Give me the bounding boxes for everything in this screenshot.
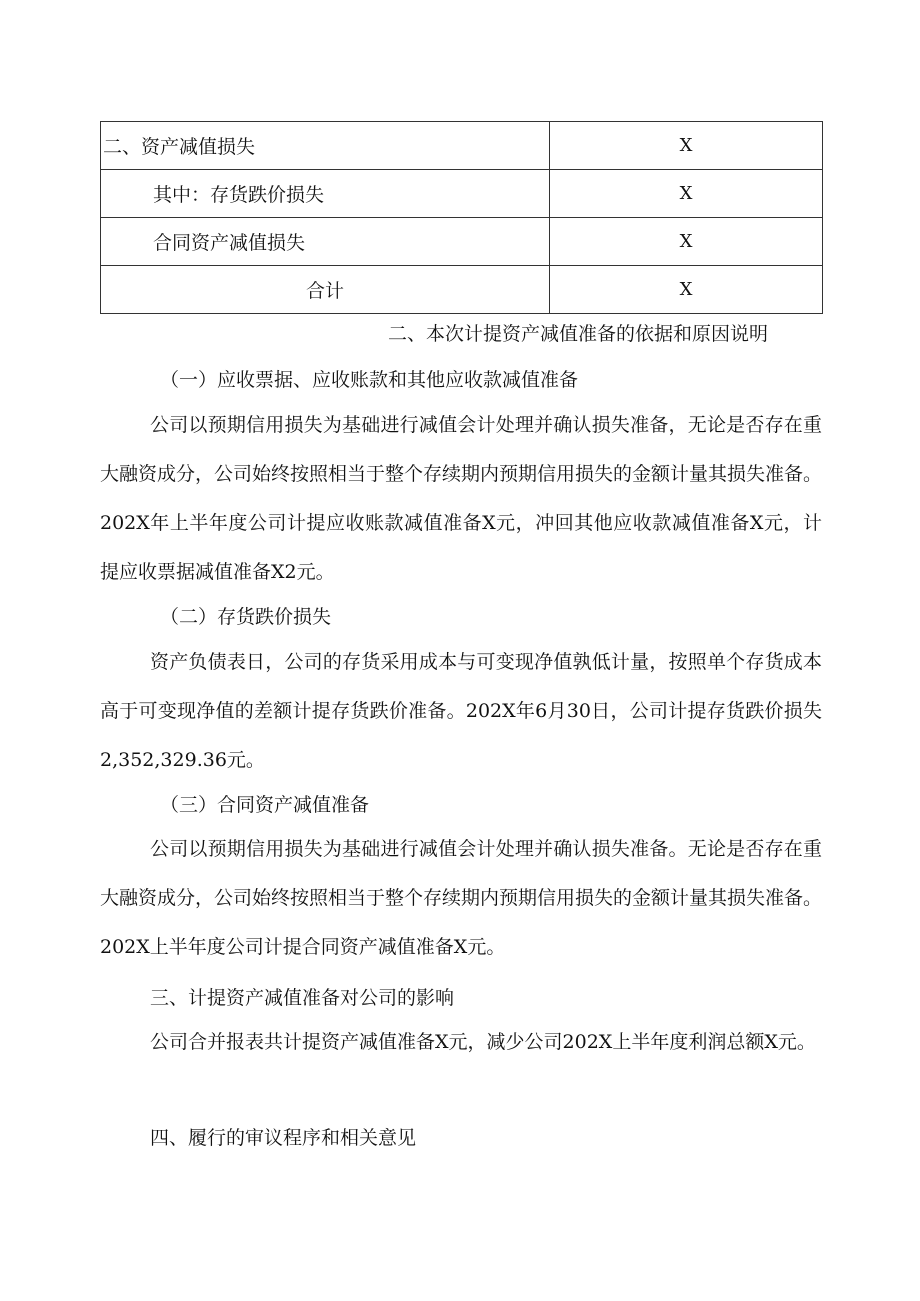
paragraph: 公司以预期信用损失为基础进行减值会计处理并确认损失准备，无论是否存在重大融资成分，公司始终按照相当于整个存续期内预期信用损失的金额计量其损失准备。202X年上半年度公司计提应收账款减值准备X元，冲回其他应收款减值准备X元，计提应收票据减值准备X2元。 [100, 414, 823, 583]
row-value: X [550, 218, 823, 266]
subsection-heading: （一）应收票据、应收账款和其他应收款减值准备 [160, 369, 579, 391]
table-row [101, 218, 823, 266]
total-label: 合计 [101, 266, 550, 314]
section-heading: 四、履行的审议程序和相关意见 [150, 1127, 417, 1149]
row-value: X [550, 170, 823, 218]
table-row [101, 266, 823, 314]
section-heading: 二、本次计提资产减值准备的依据和原因说明 [388, 323, 769, 345]
table-row [101, 122, 823, 170]
paragraph: 公司以预期信用损失为基础进行减值会计处理并确认损失准备。无论是否存在重大融资成分，公司始终按照相当于整个存续期内预期信用损失的金额计量其损失准备。202X上半年度公司计提合同资产减值准备X元。 [100, 838, 823, 958]
row-label: 二、资产减值损失 [101, 122, 550, 170]
paragraph: 公司合并报表共计提资产减值准备X元，减少公司202X上半年度利润总额X元。 [150, 1031, 816, 1053]
subsection-heading: （二）存货跌价损失 [160, 606, 332, 628]
row-label: 合同资产减值损失 [101, 218, 550, 266]
total-value: X [550, 266, 823, 314]
subsection-heading: （三）合同资产减值准备 [160, 794, 370, 816]
section-heading: 三、计提资产减值准备对公司的影响 [150, 987, 455, 1009]
impairment-table [100, 121, 823, 314]
row-label: 其中：存货跌价损失 [101, 170, 550, 218]
table-row [101, 170, 823, 218]
row-value: X [550, 122, 823, 170]
paragraph: 资产负债表日，公司的存货采用成本与可变现净值孰低计量，按照单个存货成本高于可变现净值的差额计提存货跌价准备。202X年6月30日，公司计提存货跌价损失2,352,329.36元。 [100, 651, 822, 771]
